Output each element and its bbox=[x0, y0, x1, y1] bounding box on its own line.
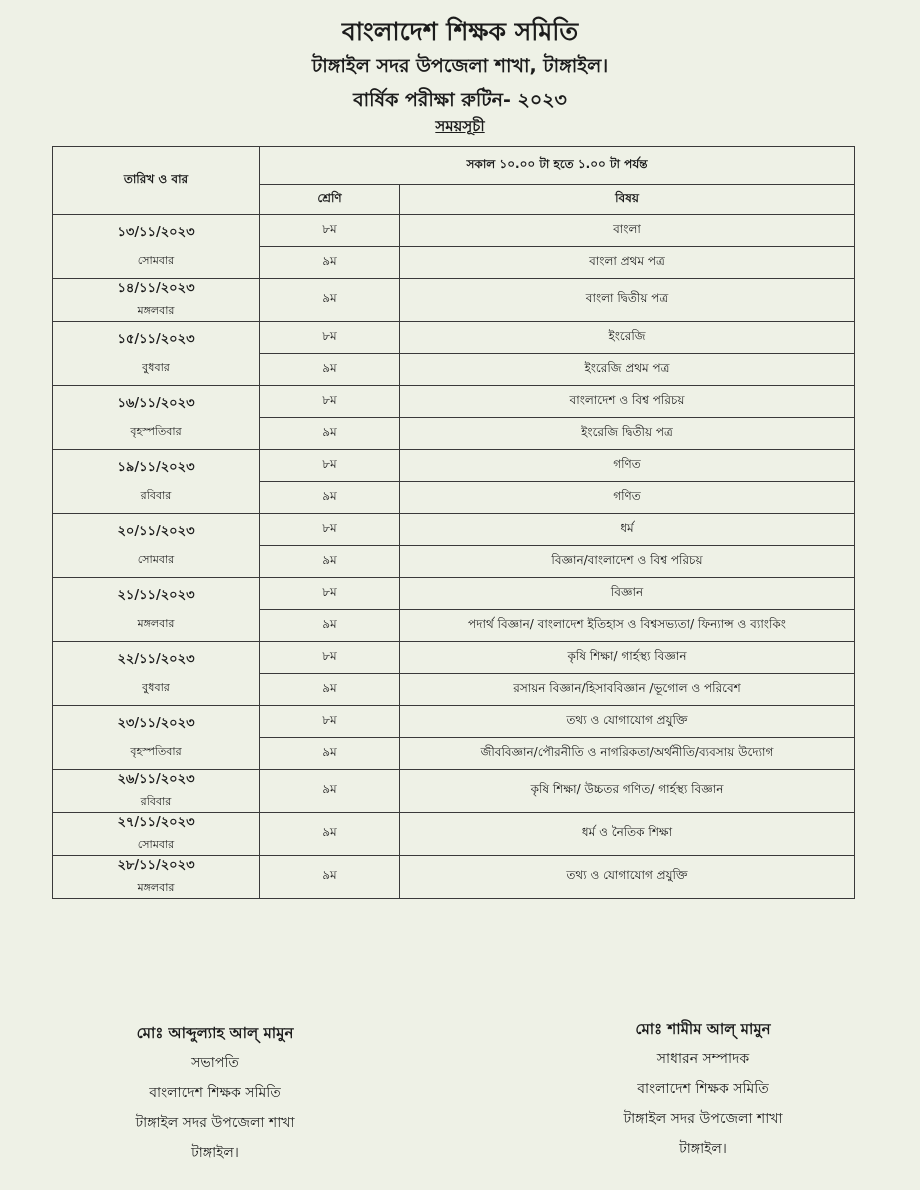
table-row bbox=[53, 578, 855, 610]
signature-president bbox=[110, 1018, 320, 1168]
date-cell bbox=[53, 450, 260, 514]
date-cell bbox=[53, 322, 260, 386]
table-row bbox=[53, 215, 855, 247]
president-branch: টাঙ্গাইল সদর উপজেলা শাখা bbox=[135, 1115, 295, 1131]
class-cell: ৯ম bbox=[260, 770, 400, 813]
class-cell: ৯ম bbox=[260, 738, 400, 770]
secretary-name: মোঃ শামীম আল্ মামুন bbox=[635, 1020, 771, 1038]
table-row bbox=[53, 450, 855, 482]
table-row bbox=[53, 514, 855, 546]
exam-date: ২৮/১১/২০২৩ bbox=[117, 858, 195, 873]
president-org: বাংলাদেশ শিক্ষক সমিতি bbox=[149, 1085, 281, 1101]
exam-routine-table bbox=[52, 146, 855, 899]
subject-header: বিষয় bbox=[400, 185, 855, 215]
class-cell: ৯ম bbox=[260, 856, 400, 899]
exam-day: বৃহস্পতিবার bbox=[130, 424, 182, 438]
subject-cell: গণিত bbox=[400, 450, 855, 482]
subject-cell: তথ্য ও যোগাযোগ প্রযুক্তি bbox=[400, 706, 855, 738]
table-row bbox=[53, 770, 855, 813]
subject-cell: বাংলা bbox=[400, 215, 855, 247]
class-cell: ৯ম bbox=[260, 279, 400, 322]
class-cell: ৯ম bbox=[260, 813, 400, 856]
secretary-role: সাধারন সম্পাদক bbox=[656, 1051, 750, 1067]
exam-day: মঙ্গলবার bbox=[137, 304, 175, 317]
date-cell bbox=[53, 215, 260, 279]
class-cell: ৮ম bbox=[260, 578, 400, 610]
exam-day: রবিবার bbox=[140, 795, 172, 808]
class-cell: ৮ম bbox=[260, 642, 400, 674]
secretary-place: টাঙ্গাইল। bbox=[679, 1141, 727, 1157]
exam-day: বুধবার bbox=[142, 360, 170, 374]
subject-cell: বিজ্ঞান/বাংলাদেশ ও বিশ্ব পরিচয় bbox=[400, 546, 855, 578]
exam-date: ২৩/১১/২০২৩ bbox=[117, 715, 195, 731]
class-cell: ৯ম bbox=[260, 354, 400, 386]
exam-day: সোমবার bbox=[137, 552, 175, 566]
exam-date: ২০/১১/২০২৩ bbox=[117, 523, 195, 539]
exam-date: ২৭/১১/২০২৩ bbox=[117, 815, 195, 830]
exam-date: ২১/১১/২০২৩ bbox=[117, 587, 195, 603]
exam-date: ২২/১১/২০২৩ bbox=[117, 651, 195, 667]
class-cell: ৯ম bbox=[260, 546, 400, 578]
subject-cell: ইংরেজি দ্বিতীয় পত্র bbox=[400, 418, 855, 450]
date-day-header: তারিখ ও বার bbox=[53, 147, 260, 215]
table-row bbox=[53, 279, 855, 322]
secretary-branch: টাঙ্গাইল সদর উপজেলা শাখা bbox=[623, 1111, 783, 1127]
subject-cell: কৃষি শিক্ষা/ উচ্চতর গণিত/ গার্হস্থ্য বিজ্ঞান bbox=[400, 770, 855, 813]
table-row bbox=[53, 813, 855, 856]
class-cell: ৮ম bbox=[260, 514, 400, 546]
exam-date: ২৬/১১/২০২৩ bbox=[117, 772, 195, 787]
exam-day: মঙ্গলবার bbox=[137, 881, 175, 894]
class-cell: ৯ম bbox=[260, 674, 400, 706]
subject-cell: ধর্ম ও নৈতিক শিক্ষা bbox=[400, 813, 855, 856]
class-cell: ৯ম bbox=[260, 418, 400, 450]
class-cell: ৮ম bbox=[260, 322, 400, 354]
routine-title: বার্ষিক পরীক্ষা রুটিন- ২০২৩ bbox=[353, 89, 567, 111]
time-header: সকাল ১০.০০ টা হতে ১.০০ টা পর্যন্ত bbox=[260, 147, 855, 185]
president-role: সভাপতি bbox=[191, 1055, 239, 1071]
org-title: বাংলাদেশ শিক্ষক সমিতি bbox=[341, 17, 579, 46]
subject-cell: ইংরেজি bbox=[400, 322, 855, 354]
subject-cell: বাংলা দ্বিতীয় পত্র bbox=[400, 279, 855, 322]
exam-day: বৃহস্পতিবার bbox=[130, 744, 182, 758]
subject-cell: বিজ্ঞান bbox=[400, 578, 855, 610]
subject-cell: ধর্ম bbox=[400, 514, 855, 546]
date-cell bbox=[53, 642, 260, 706]
header-row-time bbox=[53, 147, 855, 185]
class-cell: ৮ম bbox=[260, 386, 400, 418]
date-cell bbox=[53, 770, 260, 813]
table-row bbox=[53, 642, 855, 674]
exam-day: সোমবার bbox=[137, 253, 175, 267]
exam-date: ১৪/১১/২০২৩ bbox=[117, 281, 195, 296]
table-row bbox=[53, 322, 855, 354]
exam-day: মঙ্গলবার bbox=[137, 616, 175, 630]
class-cell: ৮ম bbox=[260, 450, 400, 482]
signature-secretary bbox=[598, 1014, 808, 1164]
date-cell bbox=[53, 279, 260, 322]
subject-cell: জীববিজ্ঞান/পৌরনীতি ও নাগরিকতা/অর্থনীতি/ব্যবসায় উদ্যোগ bbox=[400, 738, 855, 770]
subject-cell: কৃষি শিক্ষা/ গার্হস্থ্য বিজ্ঞান bbox=[400, 642, 855, 674]
subject-cell: রসায়ন বিজ্ঞান/হিসাববিজ্ঞান /ভূগোল ও পরিবেশ bbox=[400, 674, 855, 706]
secretary-org: বাংলাদেশ শিক্ষক সমিতি bbox=[637, 1081, 769, 1097]
subject-cell: গণিত bbox=[400, 482, 855, 514]
class-cell: ৮ম bbox=[260, 215, 400, 247]
subject-cell: বাংলা প্রথম পত্র bbox=[400, 247, 855, 279]
table-row bbox=[53, 856, 855, 899]
subject-cell: পদার্থ বিজ্ঞান/ বাংলাদেশ ইতিহাস ও বিশ্বসভ্যতা/ ফিন্যান্স ও ব্যাংকিং bbox=[400, 610, 855, 642]
class-header: শ্রেণি bbox=[260, 185, 400, 215]
subject-cell: তথ্য ও যোগাযোগ প্রযুক্তি bbox=[400, 856, 855, 899]
exam-date: ১৬/১১/২০২৩ bbox=[117, 395, 195, 411]
table-body bbox=[53, 147, 855, 899]
president-name: মোঃ আব্দুল্যাহ আল্ মামুন bbox=[136, 1024, 294, 1042]
date-cell bbox=[53, 856, 260, 899]
exam-day: রবিবার bbox=[140, 488, 172, 502]
branch-title: টাঙ্গাইল সদর উপজেলা শাখা, টাঙ্গাইল। bbox=[311, 55, 609, 77]
exam-day: সোমবার bbox=[137, 838, 175, 851]
subject-cell: বাংলাদেশ ও বিশ্ব পরিচয় bbox=[400, 386, 855, 418]
exam-date: ১৫/১১/২০২৩ bbox=[117, 331, 195, 347]
class-cell: ৯ম bbox=[260, 610, 400, 642]
date-cell bbox=[53, 386, 260, 450]
exam-date: ১৯/১১/২০২৩ bbox=[117, 459, 195, 475]
subject-cell: ইংরেজি প্রথম পত্র bbox=[400, 354, 855, 386]
class-cell: ৯ম bbox=[260, 482, 400, 514]
date-cell bbox=[53, 578, 260, 642]
date-cell bbox=[53, 514, 260, 578]
president-place: টাঙ্গাইল। bbox=[191, 1145, 239, 1161]
exam-day: বুধবার bbox=[142, 680, 170, 694]
table-row bbox=[53, 706, 855, 738]
schedule-subtitle: সময়সূচী bbox=[435, 117, 485, 135]
table-row bbox=[53, 386, 855, 418]
date-cell bbox=[53, 813, 260, 856]
class-cell: ৮ম bbox=[260, 706, 400, 738]
date-cell bbox=[53, 706, 260, 770]
exam-date: ১৩/১১/২০২৩ bbox=[117, 224, 195, 240]
class-cell: ৯ম bbox=[260, 247, 400, 279]
